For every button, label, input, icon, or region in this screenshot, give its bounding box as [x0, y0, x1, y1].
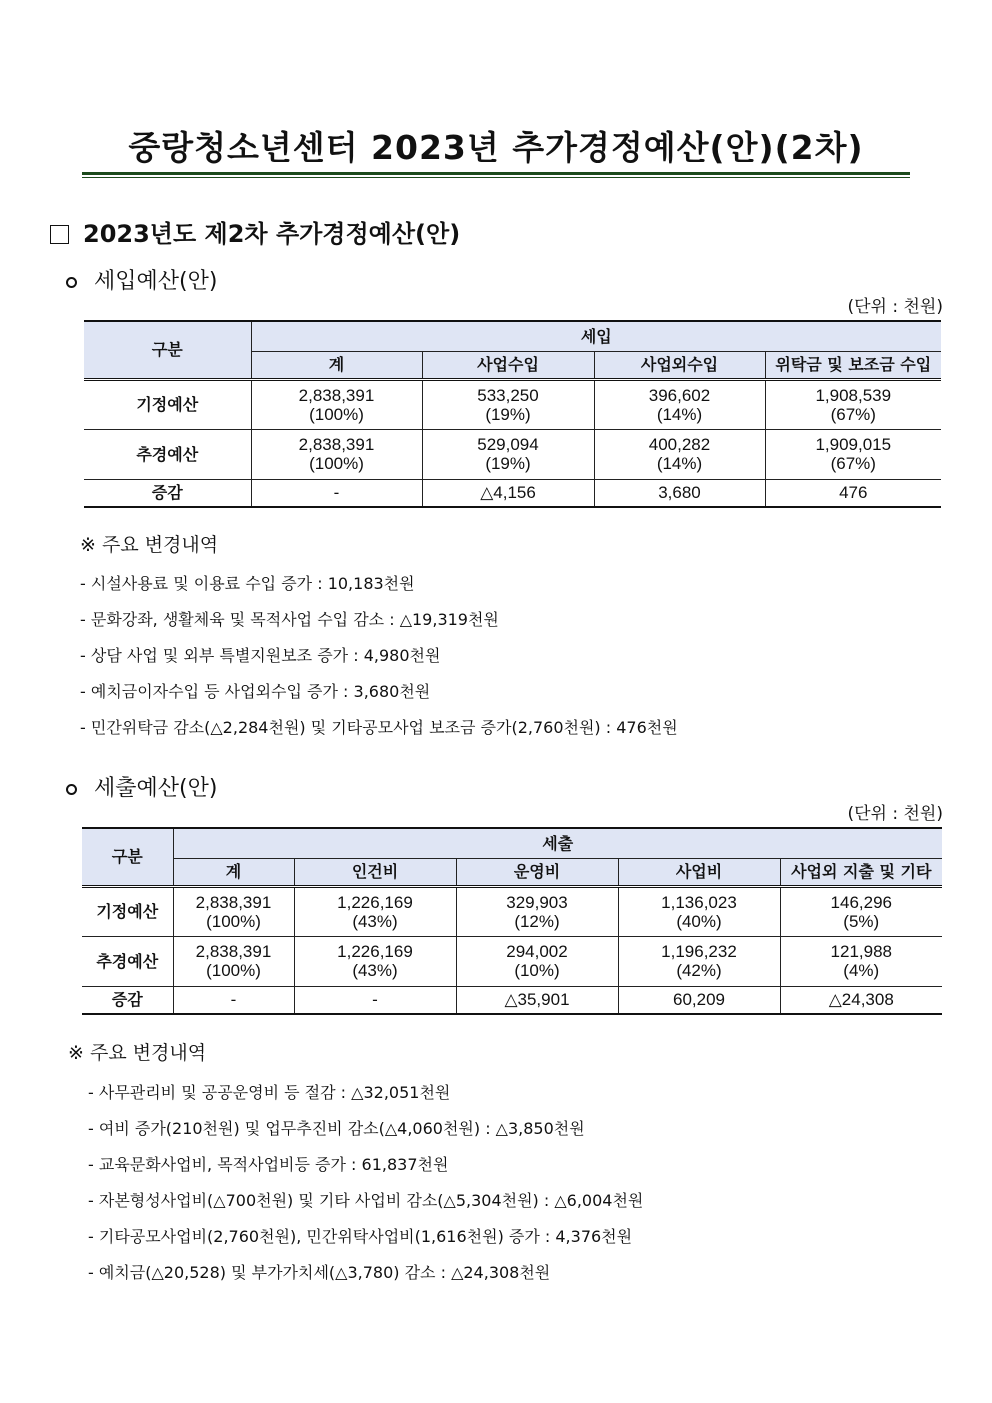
- table-row: [82, 886, 942, 936]
- table-cell: △35,901: [456, 986, 618, 1014]
- expenditure-col-header: 사업비: [618, 858, 780, 886]
- table-row: [82, 986, 942, 1014]
- row-label: 추경예산: [84, 429, 251, 479]
- row-label: 기정예산: [84, 379, 251, 429]
- revenue-col-header: 사업외수입: [594, 351, 765, 379]
- table-cell: 60,209: [618, 986, 780, 1014]
- expenditure-col-header: 운영비: [456, 858, 618, 886]
- revenue-col-header: 위탁금 및 보조금 수입: [765, 351, 941, 379]
- revenue-table: [84, 320, 941, 508]
- list-item: - 자본형성사업비(△700천원) 및 기타 사업비 감소(△5,304천원) : △6,004천원: [88, 1191, 644, 1210]
- list-item: - 민간위탁금 감소(△2,284천원) 및 기타공모사업 보조금 증가(2,760천원) : 476천원: [80, 718, 678, 737]
- list-item: - 시설사용료 및 이용료 수입 증가 : 10,183천원: [80, 574, 415, 593]
- row-label: 증감: [84, 479, 251, 507]
- table-row: [82, 936, 942, 986]
- expenditure-heading-text: 세출예산(안): [94, 776, 218, 801]
- table-cell: 1,226,169 (43%): [294, 936, 456, 986]
- revenue-col-header: 계: [251, 351, 422, 379]
- revenue-group-header: 세입: [251, 321, 941, 351]
- row-label: 증감: [82, 986, 173, 1014]
- table-cell: 1,226,169 (43%): [294, 886, 456, 936]
- expenditure-col-header: 인건비: [294, 858, 456, 886]
- circle-bullet-icon: [66, 784, 77, 795]
- table-cell: 2,838,391 (100%): [251, 379, 422, 429]
- table-cell: 476: [765, 479, 941, 507]
- expenditure-unit-label: (단위 : 천원): [847, 804, 943, 824]
- row-label: 추경예산: [82, 936, 173, 986]
- table-cell: 294,002 (10%): [456, 936, 618, 986]
- table-row: [84, 479, 941, 507]
- expenditure-heading: [66, 775, 217, 803]
- list-item: - 여비 증가(210천원) 및 업무추진비 감소(△4,060천원) : △3,850천원: [88, 1119, 585, 1138]
- revenue-heading-text: 세입예산(안): [94, 269, 218, 294]
- row-label: 기정예산: [82, 886, 173, 936]
- table-cell: 2,838,391 (100%): [173, 886, 294, 936]
- table-cell: △24,308: [780, 986, 942, 1014]
- revenue-unit-label: (단위 : 천원): [847, 297, 943, 317]
- table-cell: 3,680: [594, 479, 765, 507]
- table-row: [84, 429, 941, 479]
- list-item: - 기타공모사업비(2,760천원), 민간위탁사업비(1,616천원) 증가 : 4,376천원: [88, 1227, 633, 1246]
- list-item: - 사무관리비 및 공공운영비 등 절감 : △32,051천원: [88, 1083, 451, 1102]
- table-cell: -: [251, 479, 422, 507]
- revenue-col-header: 사업수입: [422, 351, 594, 379]
- title-underline: [82, 172, 910, 175]
- table-cell: 1,909,015 (67%): [765, 429, 941, 479]
- table-cell: 2,838,391 (100%): [173, 936, 294, 986]
- table-cell: 121,988 (4%): [780, 936, 942, 986]
- expenditure-table: [82, 827, 942, 1015]
- table-cell: -: [294, 986, 456, 1014]
- square-bullet-icon: [50, 225, 69, 244]
- table-cell: 400,282 (14%): [594, 429, 765, 479]
- table-cell: 396,602 (14%): [594, 379, 765, 429]
- expenditure-rowhead-header: 구분: [82, 828, 173, 886]
- expenditure-col-header: 계: [173, 858, 294, 886]
- table-cell: 533,250 (19%): [422, 379, 594, 429]
- expenditure-notes-heading: ※ 주요 변경내역: [68, 1042, 207, 1064]
- table-cell: 1,908,539 (67%): [765, 379, 941, 429]
- revenue-heading: [66, 268, 217, 296]
- document-title: 중랑청소년센터 2023년 추가경정예산(안)(2차): [128, 128, 864, 167]
- list-item: - 상담 사업 및 외부 특별지원보조 증가 : 4,980천원: [80, 646, 441, 665]
- table-cell: 1,136,023 (40%): [618, 886, 780, 936]
- list-item: - 교육문화사업비, 목적사업비등 증가 : 61,837천원: [88, 1155, 449, 1174]
- list-item: - 문화강좌, 생활체육 및 목적사업 수입 감소 : △19,319천원: [80, 610, 499, 629]
- section-heading: [50, 218, 460, 250]
- table-cell: △4,156: [422, 479, 594, 507]
- table-cell: 529,094 (19%): [422, 429, 594, 479]
- list-item: - 예치금(△20,528) 및 부가가치세(△3,780) 감소 : △24,308천원: [88, 1263, 551, 1282]
- expenditure-col-header: 사업외 지출 및 기타: [780, 858, 942, 886]
- table-cell: 2,838,391 (100%): [251, 429, 422, 479]
- expenditure-group-header: 세출: [173, 828, 942, 858]
- title-underline-thin: [82, 177, 910, 178]
- section-heading-text: 2023년도 제2차 추가경정예산(안): [83, 220, 461, 248]
- list-item: - 예치금이자수입 등 사업외수입 증가 : 3,680천원: [80, 682, 431, 701]
- revenue-rowhead-header: 구분: [84, 321, 251, 379]
- table-cell: 1,196,232 (42%): [618, 936, 780, 986]
- table-cell: 329,903 (12%): [456, 886, 618, 936]
- table-cell: -: [173, 986, 294, 1014]
- table-cell: 146,296 (5%): [780, 886, 942, 936]
- circle-bullet-icon: [66, 277, 77, 288]
- table-row: [84, 379, 941, 429]
- revenue-notes-heading: ※ 주요 변경내역: [80, 534, 219, 556]
